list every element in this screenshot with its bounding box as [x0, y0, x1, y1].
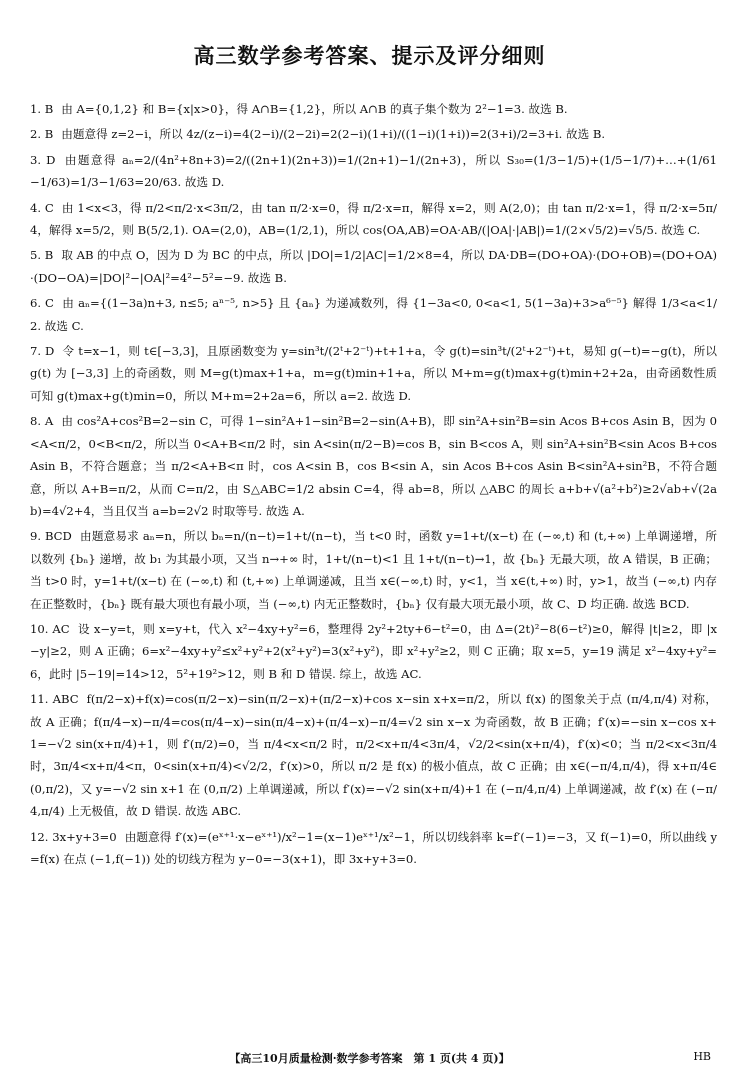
- page-title: 高三数学参考答案、提示及评分细则: [193, 44, 546, 68]
- answer-item-5: [30, 244, 717, 289]
- answer-item-10: [30, 618, 717, 685]
- answer-text: 由题意得 z=2−i，所以 4z/(z−i)=4(2−i)/(2−2i)=2(2−i)(1+i)/((1−i)(1+i))=2(3+i)/2=3+i. 故选 B.: [61, 127, 606, 142]
- answer-item-3: [30, 149, 717, 194]
- answer-number: 11. ABC: [30, 692, 79, 707]
- footer-code: HB: [693, 1050, 711, 1063]
- answer-item-2: [30, 123, 717, 145]
- answer-text: 由题意得 f′(x)=(eˣ⁺¹·x−eˣ⁺¹)/x²−1=(x−1)eˣ⁺¹/x²−1，所以切线斜率 k=f′(−1)=−3，又 f(−1)=0，所以曲线 y=f(x) 在点 (−1,f(−1)) 处的切线方程为 y−0=−3(x+1)，即 3x+y+3=0.: [30, 829, 717, 866]
- answer-number: 8. A: [30, 414, 54, 429]
- answer-item-9: [30, 525, 717, 615]
- answer-number: 5. B: [30, 248, 54, 263]
- answer-text: 由 aₙ={(1−3a)n+3, n≤5; aⁿ⁻⁵, n>5} 且 {aₙ} 为递减数列，得 {1−3a<0, 0<a<1, 5(1−3a)+3>a⁶⁻⁵} 解得 1/3<a<1/2. 故选 C.: [30, 296, 717, 333]
- answer-text: 令 t=x−1，则 t∈[−3,3]，且原函数变为 y=sin³t/(2ᵗ+2⁻ᵗ)+t+1+a，令 g(t)=sin³t/(2ᵗ+2⁻ᵗ)+t，易知 g(−t)=−g(t)，所以 g(t) 为 [−3,3] 上的奇函数，则 M=g(t)max+1+a，m=g(t)min+1+a，所以 M+m=g(t)max+g(t)min+2+2a，由奇函数性质可知 g(t)max+g(t)min=0，所以 M+m=2+2a=6，所以 a=2. 故选 D.: [30, 344, 717, 403]
- answer-list: [30, 98, 717, 873]
- answer-number: 2. B: [30, 127, 54, 142]
- answer-text: 由 cos²A+cos²B=2−sin C，可得 1−sin²A+1−sin²B=2−sin(A+B)，即 sin²A+sin²B=sin Acos B+cos Asin B，因为 0<A<π/2，0<B<π/2，所以当 0<A+B<π/2 时，sin A<sin(π/2−B)=cos B，sin B<cos A，则 sin²A+sin²B<sin Acos B+cos Asin B，不符合题意；当 π/2<A+B<π 时，cos A<sin B，cos B<sin A，sin Acos B+cos Asin B<sin²A+sin²B，不符合题意，所以 A+B=π/2，从而 C=π/2，由 S△ABC=1/2 absin C=4，得 ab=8，所以 △ABC 的周长 a+b+√(a²+b²)≥2√ab+√(2ab)=4√2+4，当且仅当 a=b=2√2 时取等号. 故选 A.: [30, 414, 718, 518]
- answer-text: 取 AB 的中点 O，因为 D 为 BC 的中点，所以 |DO|=1/2|AC|=1/2×8=4，所以 DA·DB=(DO+OA)·(DO+OB)=(DO+OA)·(DO−OA)=|DO|²−|OA|²=4²−5²=−9. 故选 B.: [30, 248, 717, 285]
- answer-number: 12. 3x+y+3=0: [30, 829, 117, 844]
- answer-text: 由 A={0,1,2} 和 B={x|x>0}，得 A∩B={1,2}，所以 A∩B 的真子集个数为 2²−1=3. 故选 B.: [61, 102, 568, 116]
- page-footer: [0, 1050, 739, 1068]
- answer-number: 4. C: [30, 200, 54, 215]
- answer-number: 7. D: [30, 344, 55, 359]
- answer-number: 6. C: [30, 296, 54, 311]
- answer-item-7: [30, 340, 717, 407]
- answer-number: 9. BCD: [30, 529, 72, 544]
- answer-number: 1. B: [30, 102, 54, 116]
- answer-item-8: [30, 410, 717, 522]
- answer-item-12: [30, 826, 717, 871]
- answer-item-4: [30, 197, 717, 242]
- answer-text: 设 x−y=t，则 x=y+t，代入 x²−4xy+y²=6，整理得 2y²+2ty+6−t²=0，由 Δ=(2t)²−8(6−t²)≥0，解得 |t|≥2，即 |x−y|≥2，则 A 正确；6=x²−4xy+y²≤x²+y²+2(x²+y²)=3(x²+y²)，即 x²+y²≥2，则 C 正确；取 x=5，y=19 满足 x²−4xy+y²=6，此时 |5−19|=14>12，5²+19²>12，则 B 和 D 错误. 综上，故选 AC.: [30, 621, 717, 681]
- answer-text: 由 1<x<3，得 π/2<π/2·x<3π/2，由 tan π/2·x=0，得 π/2·x=π，解得 x=2，则 A(2,0)；由 tan π/2·x=1，得 π/2·x=5π/4，解得 x=5/2，则 B(5/2,1). OA=(2,0)，AB=(1/2,1)，所以 cos⟨OA,AB⟩=OA·AB/(|OA|·|AB|)=1/(2×√5/2)=√5/5. 故选 C.: [30, 200, 717, 238]
- answer-item-6: [30, 292, 717, 337]
- answer-item-11: [30, 688, 717, 822]
- footer-page-info: 【高三10月质量检测·数学参考答案 第 1 页(共 4 页)】: [229, 1052, 510, 1065]
- answer-number: 10. AC: [30, 621, 70, 636]
- answer-text: 由题意得 aₙ=2/(4n²+8n+3)=2/((2n+1)(2n+3))=1/(2n+1)−1/(2n+3)，所以 S₃₀=(1/3−1/5)+(1/5−1/7)+…+(1/61−1/63)=1/3−1/63=20/63. 故选 D.: [30, 152, 718, 190]
- answer-number: 3. D: [30, 152, 56, 167]
- answer-text: 由题意易求 aₙ=n，所以 bₙ=n/(n−t)=1+t/(n−t)，当 t<0 时，函数 y=1+t/(x−t) 在 (−∞,t) 和 (t,+∞) 上单调递增，所以数列 {bₙ} 递增，故 b₁ 为其最小项，又当 n→+∞ 时，1+t/(n−t)<1 且 1+t/(n−t)→1，故 {bₙ} 无最大项，故 A 错误，B 正确；当 t>0 时，y=1+t/(x−t) 在 (−∞,t) 和 (t,+∞) 上单调递减，且当 x∈(−∞,t) 时，y<1，当 x∈(t,+∞) 时，y>1，故当 (−∞,t) 内存在正整数时，{bₙ} 既有最大项也有最小项，当 (−∞,t) 内无正整数时，{bₙ} 仅有最大项无最小项，故 C、D 均正确. 故选 BCD.: [30, 529, 717, 611]
- answer-text: f(π/2−x)+f(x)=cos(π/2−x)−sin(π/2−x)+(π/2−x)+cos x−sin x+x=π/2，所以 f(x) 的图象关于点 (π/4,π/4) 对称，故 A 正确；f(π/4−x)−π/4=cos(π/4−x)−sin(π/4−x)+(π/4−x)−π/4=√2 sin x−x 为奇函数，故 B 正确；f′(x)=−sin x−cos x+1=−√2 sin(x+π/4)+1，则 f′(π/2)=0，当 π/4<x<π/2 时，π/2<x+π/4<3π/4，√2/2<sin(x+π/4)，f′(x)<0；当 π/2<x<3π/4 时，3π/4<x+π/4<π，0<sin(x+π/4)<√2/2，f′(x)>0，所以 π/2 是 f(x) 的极小值点，故 C 正确；由 x∈(−π/4,π/4)，得 x+π/4∈(0,π/2)，又 y=−√2 sin x+1 在 (0,π/2) 上单调递减，所以 f′(x)=−√2 sin(x+π/4)+1 在 (−π/4,π/4) 上单调递减，故 f′(x) 在 (−π/4,π/4) 上无极值，故 D 错误. 故选 ABC.: [30, 692, 717, 819]
- answer-item-1: [30, 98, 717, 120]
